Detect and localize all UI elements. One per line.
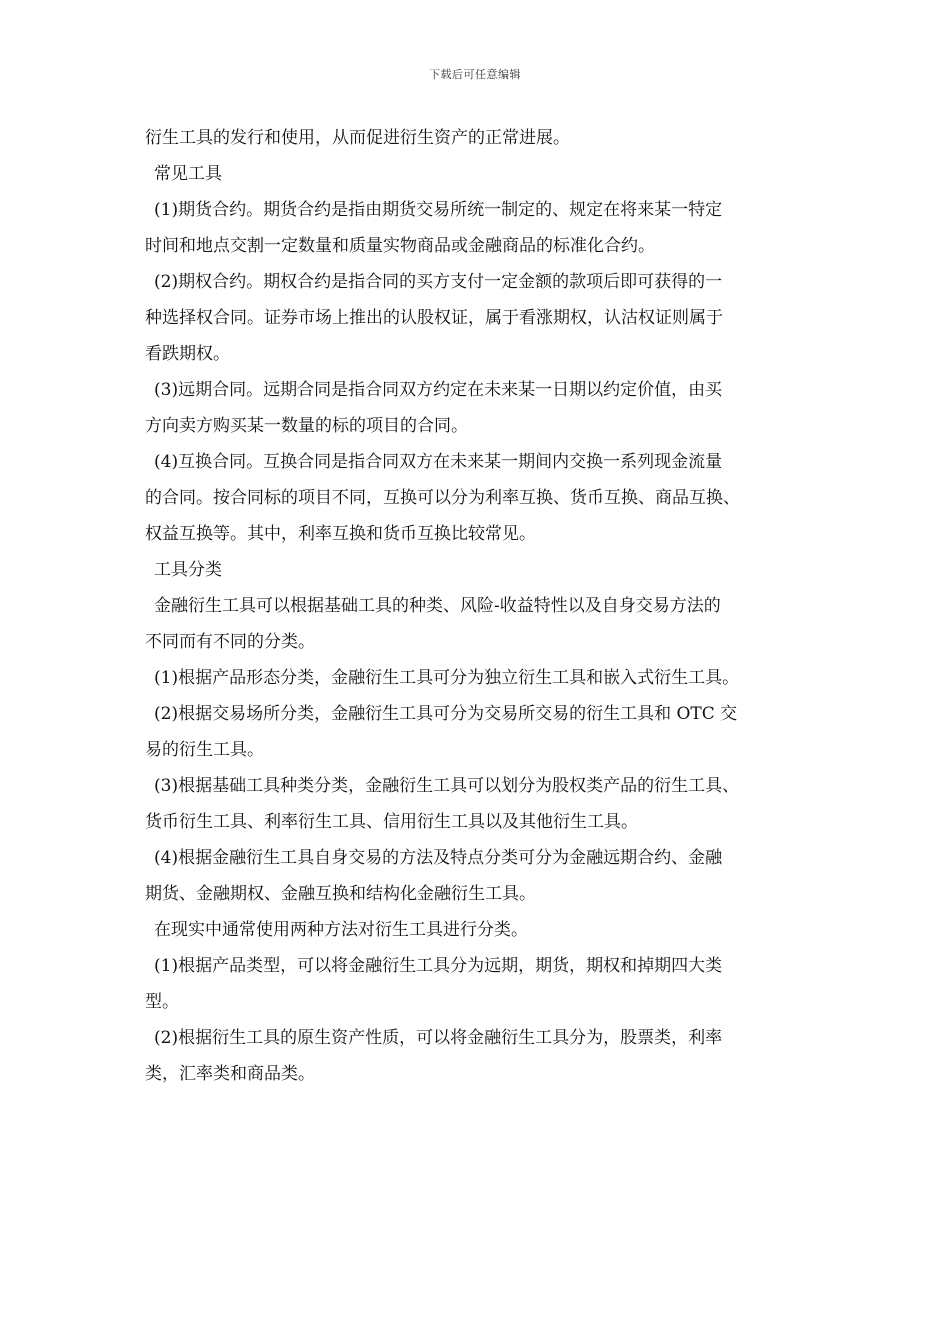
text-line: 权益互换等。其中，利率互换和货币互换比较常见。 <box>145 524 536 544</box>
text-line: 在现实中通常使用两种方法对衍生工具进行分类。 <box>154 920 528 940</box>
text-line: 工具分类 <box>154 560 222 580</box>
text-line: 时间和地点交割一定数量和质量实物商品或金融商品的标准化合约。 <box>145 236 655 256</box>
text-line: (2)根据衍生工具的原生资产性质，可以将金融衍生工具分为，股票类，利率 <box>154 1028 723 1048</box>
document-body <box>145 120 825 1092</box>
text-line: 不同而有不同的分类。 <box>145 632 315 652</box>
text-line: 看跌期权。 <box>145 344 230 364</box>
text-line: 型。 <box>145 992 179 1012</box>
text-line: (4)根据金融衍生工具自身交易的方法及特点分类可分为金融远期合约、金融 <box>154 848 723 868</box>
text-line: 类，汇率类和商品类。 <box>145 1064 315 1084</box>
text-line: 金融衍生工具可以根据基础工具的种类、风险-收益特性以及自身交易方法的 <box>154 596 721 616</box>
text-line: (1)根据产品形态分类，金融衍生工具可分为独立衍生工具和嵌入式衍生工具。 <box>154 668 740 688</box>
text-line: (2)期权合约。期权合约是指合同的买方支付一定金额的款项后即可获得的一 <box>154 272 723 292</box>
text-line: 的合同。按合同标的项目不同，互换可以分为利率互换、货币互换、商品互换、 <box>145 488 740 508</box>
text-line: 方向卖方购买某一数量的标的项目的合同。 <box>145 416 468 436</box>
page-header: 下载后可任意编辑 <box>429 68 521 81</box>
text-line: (2)根据交易场所分类，金融衍生工具可分为交易所交易的衍生工具和 OTC 交 <box>154 704 738 724</box>
text-line: (3)根据基础工具种类分类，金融衍生工具可以划分为股权类产品的衍生工具、 <box>154 776 740 796</box>
text-line: 货币衍生工具、利率衍生工具、信用衍生工具以及其他衍生工具。 <box>145 812 638 832</box>
text-line: 常见工具 <box>154 164 222 184</box>
text-line: (1)根据产品类型，可以将金融衍生工具分为远期，期货，期权和掉期四大类 <box>154 956 723 976</box>
text-line: (4)互换合同。互换合同是指合同双方在未来某一期间内交换一系列现金流量 <box>154 452 723 472</box>
text-line: 易的衍生工具。 <box>145 740 264 760</box>
text-line: 种选择权合同。证券市场上推出的认股权证，属于看涨期权，认沽权证则属于 <box>145 308 723 328</box>
text-line: 衍生工具的发行和使用，从而促进衍生资产的正常进展。 <box>145 128 570 148</box>
text-line: (1)期货合约。期货合约是指由期货交易所统一制定的、规定在将来某一特定 <box>154 200 723 220</box>
text-line: (3)远期合同。远期合同是指合同双方约定在未来某一日期以约定价值，由买 <box>154 380 723 400</box>
text-line: 期货、金融期权、金融互换和结构化金融衍生工具。 <box>145 884 536 904</box>
